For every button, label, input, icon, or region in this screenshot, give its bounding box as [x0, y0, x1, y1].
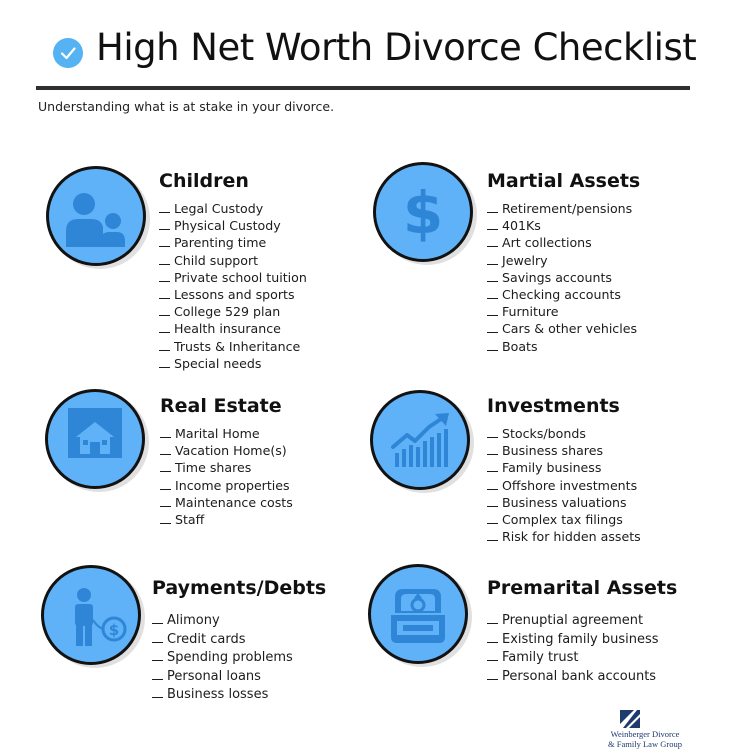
- list-item: Complex tax filings: [487, 511, 641, 528]
- list-item: Parenting time: [159, 234, 307, 251]
- section-title: Children: [159, 170, 249, 192]
- ring-box-icon: [368, 564, 468, 664]
- list-item: Risk for hidden assets: [487, 528, 641, 545]
- list-item: Existing family business: [487, 631, 659, 650]
- section-title: Real Estate: [160, 395, 282, 417]
- list-item: Business shares: [487, 442, 641, 459]
- list-item: Legal Custody: [159, 200, 307, 217]
- firm-logo: [590, 708, 700, 752]
- list-item: Staff: [160, 511, 293, 528]
- list-item: Family business: [487, 459, 641, 476]
- list-item: Trusts & Inheritance: [159, 338, 307, 355]
- list-item: Checking accounts: [487, 286, 637, 303]
- checklist: [152, 612, 293, 705]
- logo-text: [590, 729, 700, 749]
- list-item: Stocks/bonds: [487, 425, 641, 442]
- checkmark-icon: [53, 38, 83, 68]
- list-item: Private school tuition: [159, 269, 307, 286]
- list-item: Alimony: [152, 612, 293, 631]
- list-item: Time shares: [160, 459, 293, 476]
- list-item: 401Ks: [487, 217, 637, 234]
- list-item: Child support: [159, 252, 307, 269]
- svg-text:$: $: [108, 621, 120, 639]
- checklist: [487, 612, 659, 686]
- list-item: Art collections: [487, 234, 637, 251]
- page-subtitle: Understanding what is at stake in your divorce.: [38, 99, 335, 114]
- rising-chart-icon: [370, 390, 470, 490]
- checklist: [487, 425, 641, 545]
- list-item: Lessons and sports: [159, 286, 307, 303]
- checklist: [487, 200, 637, 355]
- page-title: High Net Worth Divorce Checklist: [96, 26, 697, 69]
- section-title: Payments/Debts: [152, 577, 327, 599]
- list-item: Health insurance: [159, 320, 307, 337]
- checklist: [159, 200, 307, 372]
- logo-line-2: & Family Law Group: [608, 739, 682, 749]
- list-item: Savings accounts: [487, 269, 637, 286]
- list-item: Furniture: [487, 303, 637, 320]
- list-item: Vacation Home(s): [160, 442, 293, 459]
- title-divider: [36, 86, 690, 90]
- list-item: Business valuations: [487, 494, 641, 511]
- svg-text:$: $: [402, 179, 444, 247]
- logo-line-1: Weinberger Divorce: [610, 729, 680, 739]
- section-title: Premarital Assets: [487, 577, 678, 599]
- list-item: College 529 plan: [159, 303, 307, 320]
- list-item: Personal loans: [152, 668, 293, 687]
- list-item: Physical Custody: [159, 217, 307, 234]
- list-item: Marital Home: [160, 425, 293, 442]
- list-item: Jewelry: [487, 252, 637, 269]
- list-item: Income properties: [160, 477, 293, 494]
- list-item: Boats: [487, 338, 637, 355]
- parent-child-icon: [46, 166, 146, 266]
- list-item: Personal bank accounts: [487, 668, 659, 687]
- list-item: Special needs: [159, 355, 307, 372]
- list-item: Prenuptial agreement: [487, 612, 659, 631]
- house-icon: [45, 389, 145, 489]
- list-item: Family trust: [487, 649, 659, 668]
- list-item: Cars & other vehicles: [487, 320, 637, 337]
- list-item: Business losses: [152, 686, 293, 705]
- dollar-sign-icon: [373, 162, 473, 262]
- list-item: Retirement/pensions: [487, 200, 637, 217]
- header: [0, 0, 735, 114]
- checklist: [160, 425, 293, 528]
- logo-mark-icon: [620, 710, 640, 728]
- section-title: Martial Assets: [487, 170, 641, 192]
- list-item: Spending problems: [152, 649, 293, 668]
- list-item: Credit cards: [152, 631, 293, 650]
- section-title: Investments: [487, 395, 620, 417]
- list-item: Offshore investments: [487, 477, 641, 494]
- list-item: Maintenance costs: [160, 494, 293, 511]
- person-with-coin-icon: [41, 565, 141, 665]
